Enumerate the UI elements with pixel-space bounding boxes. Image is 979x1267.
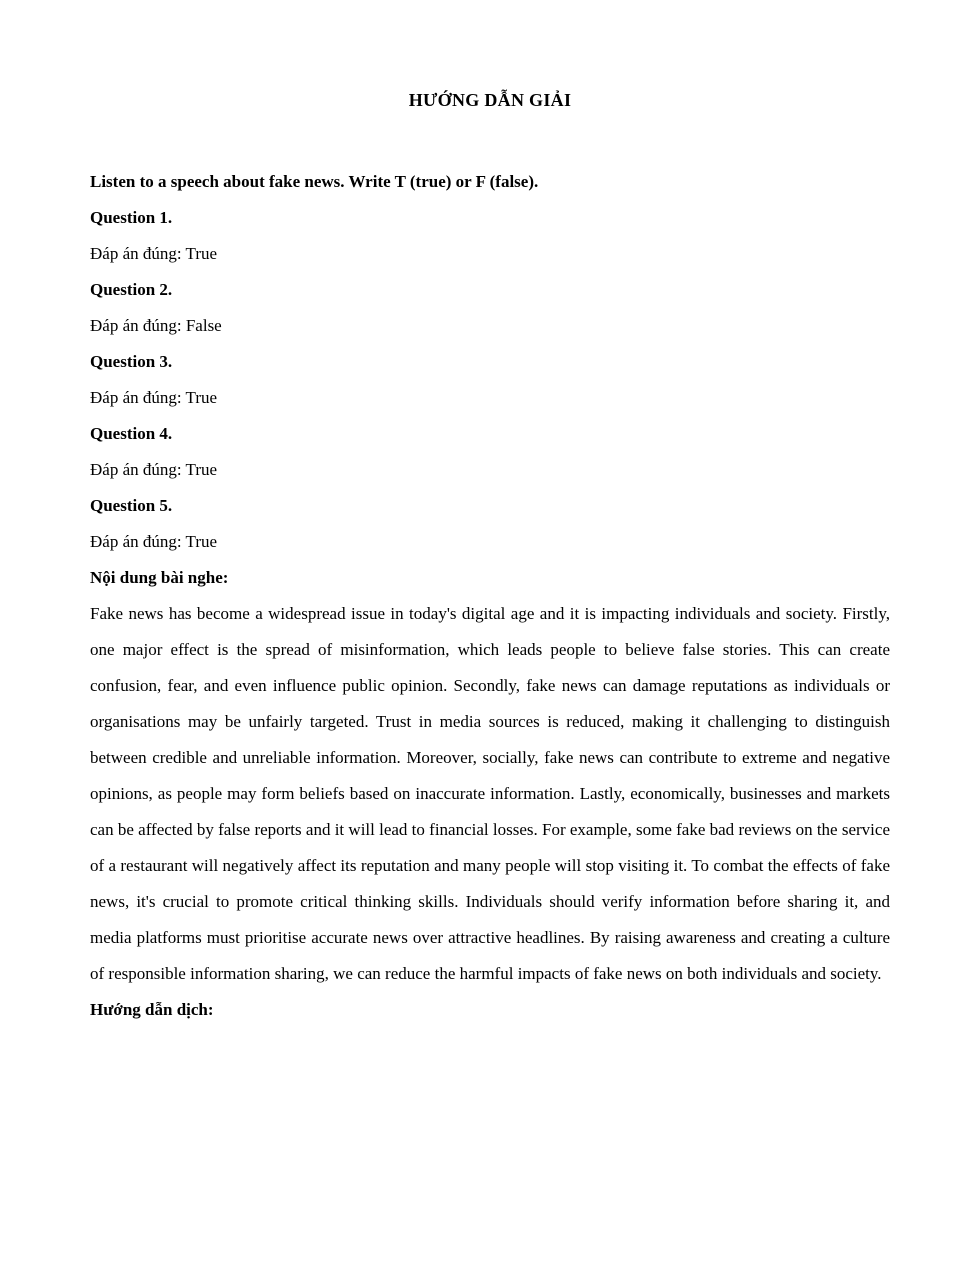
question-answer: Đáp án đúng: True — [90, 532, 218, 551]
question-block — [90, 416, 890, 488]
question-block — [90, 272, 890, 344]
question-answer: Đáp án đúng: True — [90, 388, 218, 407]
transcript-paragraph: Fake news has become a widespread issue in today's digital age and it is impacting individuals and society. Firstly, one major effect is the spread of misinformation, which leads people to believe false stories. This can create confusion, fear, and even influence public opinion. Secondly, fake news can damage reputations as individuals or organisations may be unfairly targeted. Trust in media sources is reduced, making it challenging to distinguish between credible and unreliable information. Moreover, socially, fake news can contribute to extreme and negative opinions, as people may form beliefs based on inaccurate information. Lastly, economically, businesses and markets can be affected by false reports and it will lead to financial losses. For example, some fake bad reviews on the service of a restaurant will negatively affect its reputation and many people will stop visiting it. To combat the effects of fake news, it's crucial to promote critical thinking skills. Individuals should verify information before sharing it, and media platforms must prioritise accurate news over attractive headlines. By raising awareness and creating a culture of responsible information sharing, we can reduce the harmful impacts of fake news on both individuals and society. — [90, 604, 890, 983]
question-label: Question 5. — [90, 496, 173, 515]
translation-heading: Hướng dẫn dịch: — [90, 1000, 214, 1019]
question-block — [90, 200, 890, 272]
question-block — [90, 344, 890, 416]
question-label: Question 1. — [90, 208, 173, 227]
question-answer: Đáp án đúng: True — [90, 460, 218, 479]
page-title: HƯỚNG DẪN GIẢI — [408, 90, 572, 110]
question-label: Question 3. — [90, 352, 173, 371]
question-answer: Đáp án đúng: False — [90, 316, 222, 335]
question-block — [90, 488, 890, 560]
question-label: Question 2. — [90, 280, 173, 299]
exercise-instruction: Listen to a speech about fake news. Write T (true) or F (false). — [90, 172, 539, 191]
question-label: Question 4. — [90, 424, 173, 443]
answers-section — [90, 200, 890, 560]
question-answer: Đáp án đúng: True — [90, 244, 218, 263]
transcript-heading: Nội dung bài nghe: — [90, 568, 229, 587]
